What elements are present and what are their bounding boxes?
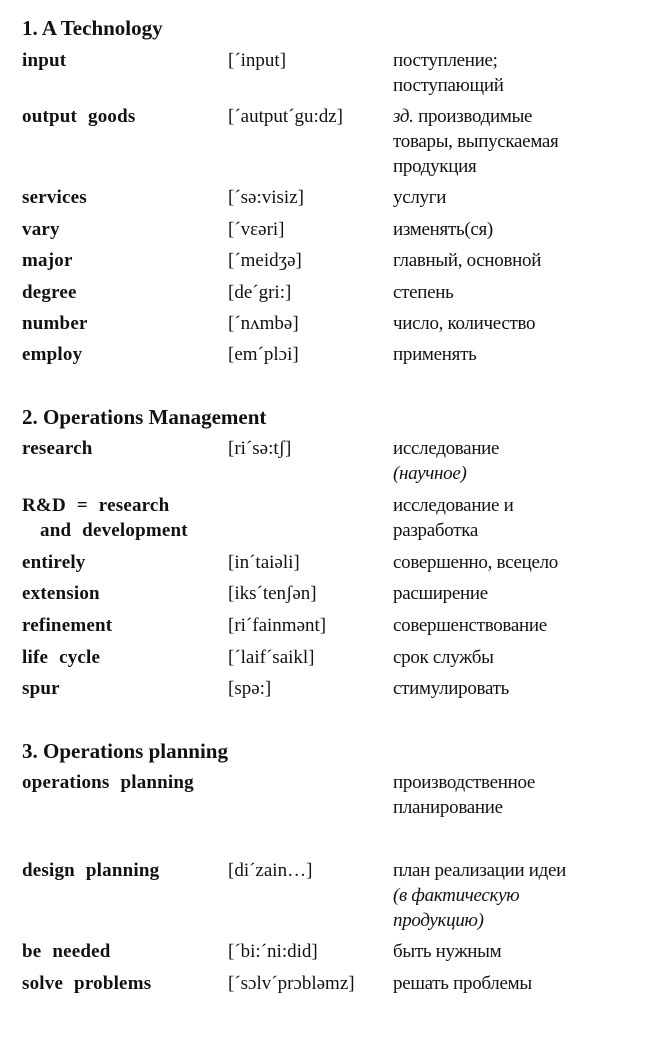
translation: срок службы <box>393 647 494 668</box>
pronunciation: [ri´fainmənt] <box>228 615 327 636</box>
term: spur <box>22 678 60 699</box>
term: extension <box>22 583 100 604</box>
pronunciation: [´input] <box>228 50 287 71</box>
pronunciation: [ri´sə:tʃ] <box>228 438 292 459</box>
translation: зд. производимые товары, выпускаемая продукция <box>393 106 559 177</box>
pronunciation: [em´plɔi] <box>228 344 299 365</box>
pronunciation: [´sɔlv´prɔbləmz] <box>228 973 355 994</box>
term: output goods <box>22 106 136 127</box>
translation: применять <box>393 344 477 365</box>
translation: производственное планирование <box>393 772 536 818</box>
term: services <box>22 187 87 208</box>
term: degree <box>22 282 77 303</box>
translation: решать проблемы <box>393 973 532 994</box>
term: vary <box>22 219 60 240</box>
section-title: 3. Operations planning <box>22 739 228 763</box>
translation: совершенно, всецело <box>393 552 558 573</box>
pronunciation: [´sə:visiz] <box>228 187 304 208</box>
translation: поступление; поступающий <box>393 50 504 96</box>
term: R&D = research and development <box>22 495 188 541</box>
usage-note: продукцию) <box>393 910 484 931</box>
pronunciation: [´meidʒə] <box>228 250 302 271</box>
usage-note: (в фактическую <box>393 885 520 906</box>
translation: стимулировать <box>393 678 509 699</box>
term: be needed <box>22 941 111 962</box>
section-title: 1. A Technology <box>22 16 163 40</box>
term: life cycle <box>22 647 101 668</box>
section-title: 2. Operations Management <box>22 405 267 429</box>
abbreviation: зд. <box>393 106 414 127</box>
term: refinement <box>22 615 113 636</box>
term: design planning <box>22 860 160 881</box>
translation: расширение <box>393 583 488 604</box>
pronunciation: [in´taiəli] <box>228 552 300 573</box>
pronunciation: [´bi:´ni:did] <box>228 941 318 962</box>
translation: главный, основной <box>393 250 542 271</box>
term: entirely <box>22 552 86 573</box>
term: major <box>22 250 73 271</box>
translation: изменять(ся) <box>393 219 493 240</box>
term: solve problems <box>22 973 152 994</box>
term: input <box>22 50 67 71</box>
pronunciation: [´autput´gu:dz] <box>228 106 344 127</box>
translation: число, количество <box>393 313 536 334</box>
term: number <box>22 313 88 334</box>
pronunciation: [de´gri:] <box>228 282 292 303</box>
term: operations planning <box>22 772 194 793</box>
usage-note: (научное) <box>393 463 467 484</box>
translation: исследование и разработка <box>393 495 514 541</box>
pronunciation: [´vεəri] <box>228 219 285 240</box>
pronunciation: [´laif´saikl] <box>228 647 315 668</box>
translation: план реализации идеи (в фактическую продукцию) <box>393 858 643 933</box>
pronunciation: [spə:] <box>228 678 272 699</box>
translation: быть нужным <box>393 941 502 962</box>
translation: совершенствование <box>393 615 547 636</box>
pronunciation: [iks´tenʃən] <box>228 583 317 604</box>
translation: степень <box>393 282 454 303</box>
pronunciation: [´nʌmbə] <box>228 313 299 334</box>
translation: исследование (научное) <box>393 436 643 486</box>
translation: услуги <box>393 187 447 208</box>
term: employ <box>22 344 83 365</box>
term: research <box>22 438 93 459</box>
pronunciation: [di´zain…] <box>228 860 313 881</box>
